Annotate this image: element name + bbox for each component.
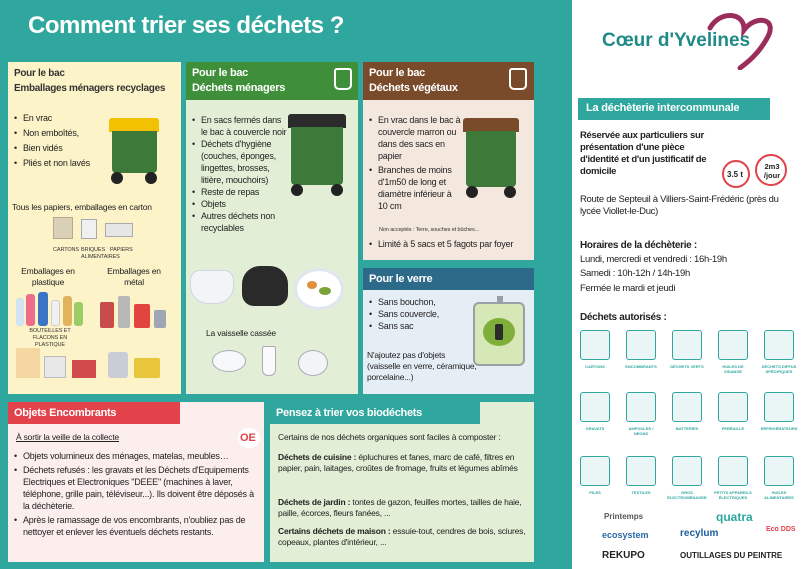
partner-logo: REKUPO (602, 550, 645, 561)
accepted-label: CARTONS (585, 364, 605, 369)
accepted-label: DÉCHETS VERTS (670, 364, 704, 369)
battery-icon (672, 392, 702, 422)
washing-machine-icon (672, 456, 702, 486)
accepted-label: PILES (589, 490, 601, 495)
partner-logos (576, 508, 802, 568)
logo (600, 10, 790, 70)
list-item: • Sans bouchon, (367, 296, 467, 308)
scrap-metal-icon (718, 392, 748, 422)
green-limit: • Limité à 5 sacs et 5 fagots par foyer (367, 238, 533, 250)
hours-line-2: Samedi : 10h-12h / 14h-19h (580, 268, 690, 279)
recycling-header-line1: Pour le bac (14, 68, 65, 79)
small-appliance-icon (718, 456, 748, 486)
list-item: • En vrac dans le bac à couvercle marron ou dans des sacs en papier (367, 114, 461, 162)
reserved-text: Réservée aux particuliers sur présentation d'une pièce d'identité et d'un justificatif de domicile (580, 130, 707, 177)
list-item: • Après le ramassage de vos encombrants, n'oubliez pas de nettoyer et enlever les éventuels déchets restants. (12, 514, 260, 538)
partner-logo: Printemps (604, 512, 644, 521)
metal-cans-image (100, 294, 166, 330)
bio-garden (278, 497, 528, 519)
green-not-accepted: Non acceptés : Terre, souches et bûches... (379, 227, 479, 233)
bulky-list (12, 450, 260, 538)
list-item: • Déchets d'hygiène (couches, éponges, lingettes, brosses, litière, mouchoirs) (190, 138, 290, 186)
plastic-bottles-image (16, 292, 84, 326)
oe-badge-label: OE (240, 432, 256, 444)
page-title: Comment trier ses déchets ? (28, 12, 344, 39)
accepted-label: TEXTILES (631, 490, 651, 495)
list-item: • Branches de moins d'1m50 de long et diamètre inférieur à 10 cm (367, 164, 461, 212)
list-item: • Sans couvercle, (367, 308, 467, 320)
bulky-panel (8, 402, 264, 562)
dechetterie-title-bar (578, 98, 770, 120)
bulky-icon (626, 330, 656, 360)
diaper-image (190, 270, 234, 304)
accepted-label: RÉFRIGÉRATEURS (760, 426, 798, 431)
bulky-subtitle: À sortir la veille de la collecte (16, 432, 120, 442)
green-waste-panel (363, 62, 534, 260)
paper-label-cartons: CARTONS (53, 247, 79, 253)
hazardous-waste-icon (764, 330, 794, 360)
yellow-bin-image (109, 118, 159, 184)
list-item: • Non emboîtés, (12, 127, 102, 139)
recycling-header (8, 62, 181, 102)
accepted-label: AMPOULES / NEONS (628, 426, 654, 436)
accepted-label: GRAVATS (585, 426, 605, 431)
partner-logo: recylum (680, 528, 719, 539)
partner-logo: OUTILLAGES DU PEINTRE (680, 551, 783, 560)
green-limit-list (367, 238, 533, 250)
bulky-header: Objets Encombrants (8, 402, 180, 424)
volume-limit-label: 2m3 /jour (763, 162, 781, 180)
list-item: • En sacs fermés dans le bac à couvercle noir (190, 114, 290, 138)
green-waste-list (367, 114, 461, 212)
list-item: • Déchets refusés : les gravats et les Déchets d'Equipements Electriques et Electroniques "DEEE" (machines à laver, téléphone, grille pain, téléviseur...). Ils doivent être déposés à la déchèterie. (12, 464, 260, 512)
bio-header: Pensez à trier vos biodéchets (270, 402, 480, 424)
list-item: • Reste de repas (190, 186, 290, 198)
glass-container-image (473, 302, 525, 366)
accepted-title: Déchets autorisés : (580, 312, 667, 323)
green-waste-header-line2: Déchets végétaux (369, 82, 458, 94)
bio-kitchen-label: Déchets de cuisine : (278, 452, 357, 462)
oe-badge (238, 428, 260, 448)
bin-icon (334, 68, 352, 90)
list-item: • En vrac (12, 112, 102, 124)
list-item: • Objets volumineux des ménages, matelas, meubles… (12, 450, 260, 462)
glass-header: Pour le verre (363, 268, 534, 290)
accepted-label: BATTERIES (675, 426, 699, 431)
glass-list (367, 296, 467, 332)
broken-dishes-image (212, 346, 342, 380)
food-plate-image (294, 268, 344, 310)
bio-garden-text: tontes de gazon, feuilles mortes, tailles de haie, paille, écorces, fleurs fanées, ... (278, 497, 522, 518)
accepted-label: HUILES DE VIDANGE (722, 364, 744, 374)
bio-panel (270, 402, 534, 562)
bio-kitchen (278, 452, 528, 474)
accepted-label: ENCOMBRANTS (625, 364, 657, 369)
accepted-label: GROS ÉLECTROMÉNAGER (667, 490, 707, 500)
black-lid-bin-image (288, 114, 346, 196)
address-text: Route de Septeuil à Villiers-Saint-Frédéric (près du lycée Viollet-le-Duc) (580, 194, 779, 217)
small-battery-icon (580, 456, 610, 486)
bio-house-text: essuie-tout, cendres de bois, sciures, copeaux, plantes d'intérieur, ... (278, 526, 526, 547)
bottles-label: BOUTEILLES ET FLACONS EN PLASTIQUE (29, 328, 71, 348)
accepted-label: DÉCHETS DIFFUS SPÉCIFIQUES (761, 364, 797, 374)
list-item: • Pliés et non lavés (12, 157, 102, 169)
cardboard-icon (580, 330, 610, 360)
weight-limit-label: 3.5 t (727, 170, 744, 179)
green-waste-icon (672, 330, 702, 360)
accepted-label: HUILES ALIMENTAIRES (764, 490, 794, 500)
brown-lid-bin-image (463, 118, 519, 198)
partner-logo: ecosystem (602, 530, 649, 540)
partner-logo: quatra (716, 510, 753, 524)
bio-house-label: Certains déchets de maison : (278, 526, 391, 536)
hours-title: Horaires de la déchèterie : (580, 240, 697, 251)
rubble-icon (580, 392, 610, 422)
list-item: • Sans sac (367, 320, 467, 332)
accepted-label: FERRAILLE (721, 426, 745, 431)
cooking-oil-icon (764, 456, 794, 486)
accepted-label: PETITS APPAREILS ÉLECTRIQUES (714, 490, 752, 500)
volume-limit-badge (755, 154, 787, 186)
glass-panel (363, 268, 534, 394)
light-bulb-icon (626, 392, 656, 422)
broken-dishes-caption: La vaisselle cassée (206, 328, 276, 338)
list-item: • Objets (190, 198, 290, 210)
bio-intro: Certains de nos déchets organiques sont faciles à composter : (278, 432, 501, 442)
glass-note: N'ajoutez pas d'objets (vaisselle en verre, céramique, porcelaine...) (367, 350, 477, 382)
green-waste-header-line1: Pour le bac (369, 67, 425, 79)
hours-line-3: Fermée le mardi et jeudi (580, 283, 676, 294)
list-item: • Autres déchets non recyclables (190, 210, 290, 234)
paper-label-papiers: PAPIERS (110, 247, 133, 253)
mixed-packaging-image (16, 342, 176, 388)
weight-limit-badge (722, 160, 750, 188)
fridge-icon (764, 392, 794, 422)
trash-bag-image (242, 266, 288, 306)
household-header-line1: Pour le bac (192, 67, 248, 79)
plastic-title: Emballages en plastique (21, 266, 75, 287)
household-header (186, 62, 358, 100)
list-item: • Bien vidés (12, 142, 102, 154)
textile-icon (626, 456, 656, 486)
recycling-panel (8, 62, 181, 394)
household-header-line2: Déchets ménagers (192, 82, 286, 94)
accepted-grid (576, 328, 800, 508)
bio-garden-label: Déchets de jardin : (278, 497, 351, 507)
oil-can-icon (718, 330, 748, 360)
papers-caption: Tous les papiers, emballages en carton (12, 202, 152, 212)
logo-text: Cœur d'Yvelines (602, 30, 751, 51)
dechetterie-title: La déchèterie intercommunale (586, 102, 740, 114)
partner-logo: Eco DDS (766, 526, 796, 533)
household-panel (186, 62, 358, 394)
paper-label-briques: BRIQUES ALIMENTAIRES (81, 247, 120, 260)
bio-house (278, 526, 528, 548)
bio-kitchen-text: épluchures et fanes, marc de café, filtres en papier, pain, laitages, croûtes de fromage, fruits et légumes abîmés (278, 452, 518, 473)
household-list (190, 114, 290, 234)
bin-icon (509, 68, 527, 90)
hours-line-1: Lundi, mercredi et vendredi : 16h-19h (580, 254, 727, 265)
recycling-header-line2: Emballages ménagers recyclages (14, 83, 166, 94)
metal-title: Emballages en métal (107, 266, 161, 287)
paper-items-image (53, 217, 143, 243)
recycling-list (12, 112, 102, 169)
